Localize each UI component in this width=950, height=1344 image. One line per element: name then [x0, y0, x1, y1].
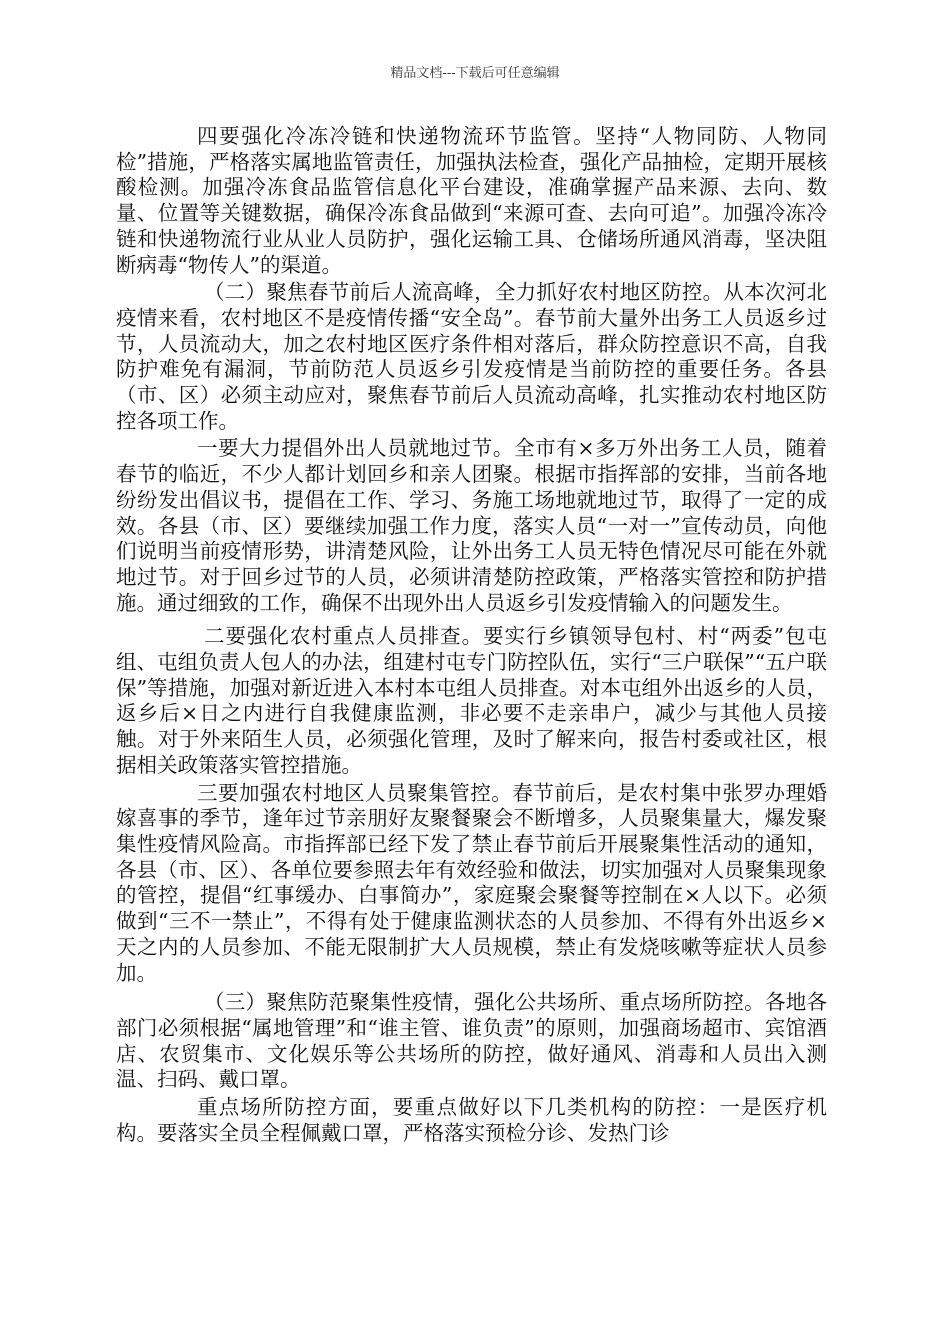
paragraph-cold-chain: 四要强化冷冻冷链和快递物流环节监管。坚持“人物同防、人物同检”措施，严格落实属地监管责任，加强执法检查，强化产品抽检，定期开展核酸检测。加强冷冻食品监管信息化平台建设，准确掌握产品来源、去向、数量、位置等关键数据，确保冷冻食品做到“来源可查、去向可追”。加强冷冻冷链和快递物流行业从业人员防护，强化运输工具、仓储场所通风消毒，坚决阻断病毒“物传人”的渠道。: [116, 124, 827, 277]
page-header: 精品文档---下载后可任意编辑: [390, 66, 560, 81]
paragraph-public-places-heading: （三）聚焦防范聚集性疫情，强化公共场所、重点场所防控。各地各部门必须根据“属地管理”和“谁主管、谁负责”的原则，加强商场超市、宾馆酒店、农贸集市、文化娱乐等公共场所的防控，做好通风、消毒和人员出入测温、扫码、戴口罩。: [116, 990, 827, 1092]
paragraph-key-places: 重点场所防控方面，要重点做好以下几类机构的防控：一是医疗机构。要落实全员全程佩戴口罩，严格落实预检分诊、发热门诊: [116, 1095, 827, 1145]
paragraph-gathering-control: 三要加强农村地区人员聚集管控。春节前后，是农村集中张罗办理婚嫁喜事的季节，逢年过节亲朋好友聚餐聚会不断增多，人员聚集量大，爆发聚集性疫情风险高。市指挥部已经下发了禁止春节前后开展聚集性活动的通知，各县（市、区）、各单位要参照去年有效经验和做法，切实加强对人员聚集现象的管控，提倡“红事缓办、白事简办”，家庭聚会聚餐等控制在×人以下。必须做到“三不一禁止”，不得有处于健康监测状态的人员参加、不得有外出返乡×天之内的人员参加、不能无限制扩大人员规模，禁止有发烧咳嗽等症状人员参加。: [116, 780, 827, 985]
paragraph-rural-prevention-heading: （二）聚焦春节前后人流高峰，全力抓好农村地区防控。从本次河北疫情来看，农村地区不是疫情传播“安全岛”。春节前大量外出务工人员返乡过节，人员流动大，加之农村地区医疗条件相对落后，群众防控意识不高，自我防护难免有漏洞，节前防范人员返乡引发疫情是当前防控的重要任务。各县（市、区）必须主动应对，聚焦春节前后人员流动高峰，扎实推动农村地区防控各项工作。: [116, 280, 827, 433]
document-body: [116, 124, 827, 1146]
paragraph-rural-screening: 二要强化农村重点人员排查。要实行乡镇领导包村、村“两委”包屯组、屯组负责人包人的办法，组建村屯专门防控队伍，实行“三户联保”“五户联保”等措施，加强对新近进入本村本屯组人员排查。对本屯组外出返乡的人员，返乡后×日之内进行自我健康监测，非必要不走亲串户，减少与其他人员接触。对于外来陌生人员，必须强化管理，及时了解来向，报告村委或社区，根据相关政策落实管控措施。: [116, 624, 827, 777]
paragraph-stay-in-place: 一要大力提倡外出人员就地过节。全市有×多万外出务工人员，随着春节的临近，不少人都计划回乡和亲人团聚。根据市指挥部的安排，当前各地纷纷发出倡议书，提倡在工作、学习、务施工场地就地过节，取得了一定的成效。各县（市、区）要继续加强工作力度，落实人员“一对一”宣传动员，向他们说明当前疫情形势，讲清楚风险，让外出务工人员无特色情况尽可能在外就地过节。对于回乡过节的人员，必须讲清楚防控政策，严格落实管控和防护措施。通过细致的工作，确保不出现外出人员返乡引发疫情输入的问题发生。: [116, 436, 827, 615]
